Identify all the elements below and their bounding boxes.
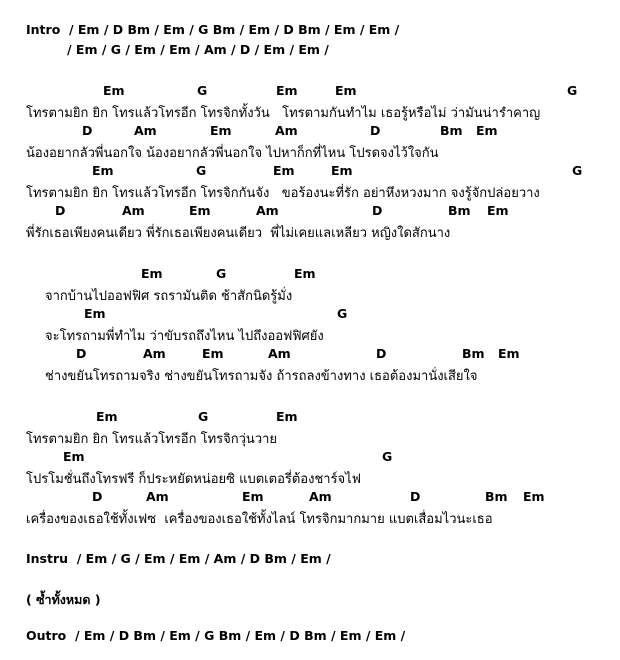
instru-line: Instru / Em / G / Em / Em / Am / D Bm / Em / — [26, 551, 331, 566]
chord: Em — [63, 449, 85, 464]
chord: Bm — [448, 203, 471, 218]
chord-row — [0, 489, 620, 505]
chord: G — [197, 83, 208, 98]
chord: G — [567, 83, 578, 98]
chord: Em — [92, 163, 114, 178]
chord-row — [0, 449, 620, 465]
lyric-line: โทรตามยิก ยิก โทรแล้วโทรอีก โทรจิกกันจัง ขอร้องนะที่รัก อย่าหึงหวงมาก จงรู้จักปล่อยวาง — [26, 186, 540, 201]
chord: Em — [84, 306, 106, 321]
lyric-line: เครื่องของเธอใช้ทั้งเฟซ เครื่องของเธอใช้ทั้งไลน์ โทรจิกมากมาย แบตเสื่อมไวนะเธอ — [26, 512, 493, 527]
chord: D — [92, 489, 103, 504]
chord: Am — [309, 489, 332, 504]
chord: Em — [335, 83, 357, 98]
chord: Em — [487, 203, 509, 218]
lyric-line: พี่รักเธอเพียงคนเดียว พี่รักเธอเพียงคนเดียว พี่ไม่เคยแลเหลียว หญิงใดสักนาง — [26, 226, 451, 241]
chord: Am — [122, 203, 145, 218]
chord: Em — [476, 123, 498, 138]
chord-row — [0, 409, 620, 425]
chord: Bm — [485, 489, 508, 504]
chord-row — [0, 266, 620, 282]
lyric-line: จะโทรถามพี่ทำไม ว่าขับรถถึงไหน ไปถึงออฟฟิศยัง — [45, 329, 324, 344]
intro-line-1: Intro / Em / D Bm / Em / G Bm / Em / D Bm / Em / Em / — [26, 22, 400, 37]
chord: G — [337, 306, 348, 321]
chord-row — [0, 163, 620, 179]
chord: Em — [294, 266, 316, 281]
chord: Am — [268, 346, 291, 361]
chord: Am — [143, 346, 166, 361]
chord: Am — [146, 489, 169, 504]
intro-line-2: / Em / G / Em / Em / Am / D / Em / Em / — [67, 42, 329, 57]
chord: G — [198, 409, 209, 424]
chord: Em — [242, 489, 264, 504]
chord: Em — [276, 83, 298, 98]
chord: D — [372, 203, 383, 218]
chord: G — [196, 163, 207, 178]
chord: Bm — [462, 346, 485, 361]
lyric-line: โทรตามยิก ยิก โทรแล้วโทรอีก โทรจิกทั้งวัน โทรตามกันทำไม เธอรู้หรือไม่ ว่ามันน่ารำคาญ — [26, 106, 541, 121]
chord-row — [0, 123, 620, 139]
chord: G — [216, 266, 227, 281]
chord: Em — [523, 489, 545, 504]
chord: D — [82, 123, 93, 138]
lyric-line: จากบ้านไปออฟฟิศ รถรามันติด ช้าสักนิดรู้มั่ง — [45, 289, 293, 304]
chord: Am — [256, 203, 279, 218]
chord: D — [376, 346, 387, 361]
chord: Em — [141, 266, 163, 281]
chord-row — [0, 203, 620, 219]
chord-row — [0, 83, 620, 99]
chord: D — [370, 123, 381, 138]
chord: Em — [498, 346, 520, 361]
outro-line: Outro / Em / D Bm / Em / G Bm / Em / D Bm / Em / Em / — [26, 628, 406, 643]
chord: D — [55, 203, 66, 218]
lyric-line: ช่างขยันโทรถามจริง ช่างขยันโทรถามจัง ถ้ารถลงข้างทาง เธอต้องมานั่งเสียใจ — [45, 369, 478, 384]
chord-row — [0, 346, 620, 362]
repeat-note: ( ซ้ำทั้งหมด ) — [26, 592, 101, 607]
chord-row — [0, 306, 620, 322]
lyric-line: น้องอยากลัวพี่นอกใจ น้องอยากลัวพี่นอกใจ ไปหาก็กที่ไหน โปรดจงไว้ใจกัน — [26, 146, 439, 161]
lyric-line: โทรตามยิก ยิก โทรแล้วโทรอีก โทรจิกวุ่นวาย — [26, 432, 278, 447]
chord: Em — [210, 123, 232, 138]
chord: Em — [276, 409, 298, 424]
chord: Em — [96, 409, 118, 424]
chord: Em — [189, 203, 211, 218]
chord: Am — [134, 123, 157, 138]
lyric-line: โปรโมชั่นถึงโทรฟรี ก็ประหยัดหน่อยซิ แบตเตอรี่ต้องชาร์จไฟ — [26, 472, 361, 487]
chord: D — [76, 346, 87, 361]
chord: D — [410, 489, 421, 504]
chord: G — [382, 449, 393, 464]
chord: Em — [103, 83, 125, 98]
chord: Em — [273, 163, 295, 178]
chord: Am — [275, 123, 298, 138]
chord: Em — [202, 346, 224, 361]
chord: Em — [331, 163, 353, 178]
chord: Bm — [440, 123, 463, 138]
chord: G — [572, 163, 583, 178]
